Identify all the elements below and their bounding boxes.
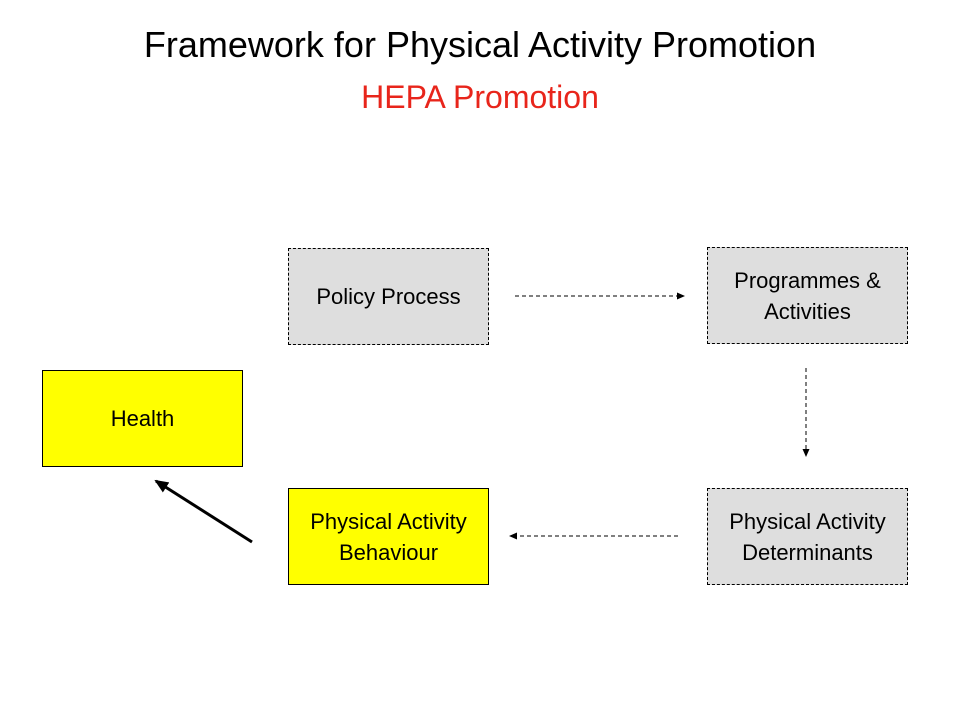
programmes-activities-node	[707, 247, 908, 344]
health-node	[42, 370, 243, 467]
page-subtitle: HEPA Promotion	[361, 79, 599, 115]
policy-process-label: Policy Process	[316, 284, 461, 309]
physical-activity-behaviour-node	[288, 488, 489, 585]
page-title: Framework for Physical Activity Promotion	[143, 24, 817, 65]
programmes-activities-label: Programmes & Activities	[734, 267, 881, 324]
health-label: Health	[110, 406, 175, 431]
edge-behaviour-to-health	[156, 481, 252, 542]
physical-activity-determinants-node	[707, 488, 908, 585]
physical-activity-determinants-label: Physical Activity Determinants	[729, 508, 886, 565]
policy-process-node	[288, 248, 489, 345]
physical-activity-behaviour-label: Physical Activity Behaviour	[310, 508, 467, 565]
